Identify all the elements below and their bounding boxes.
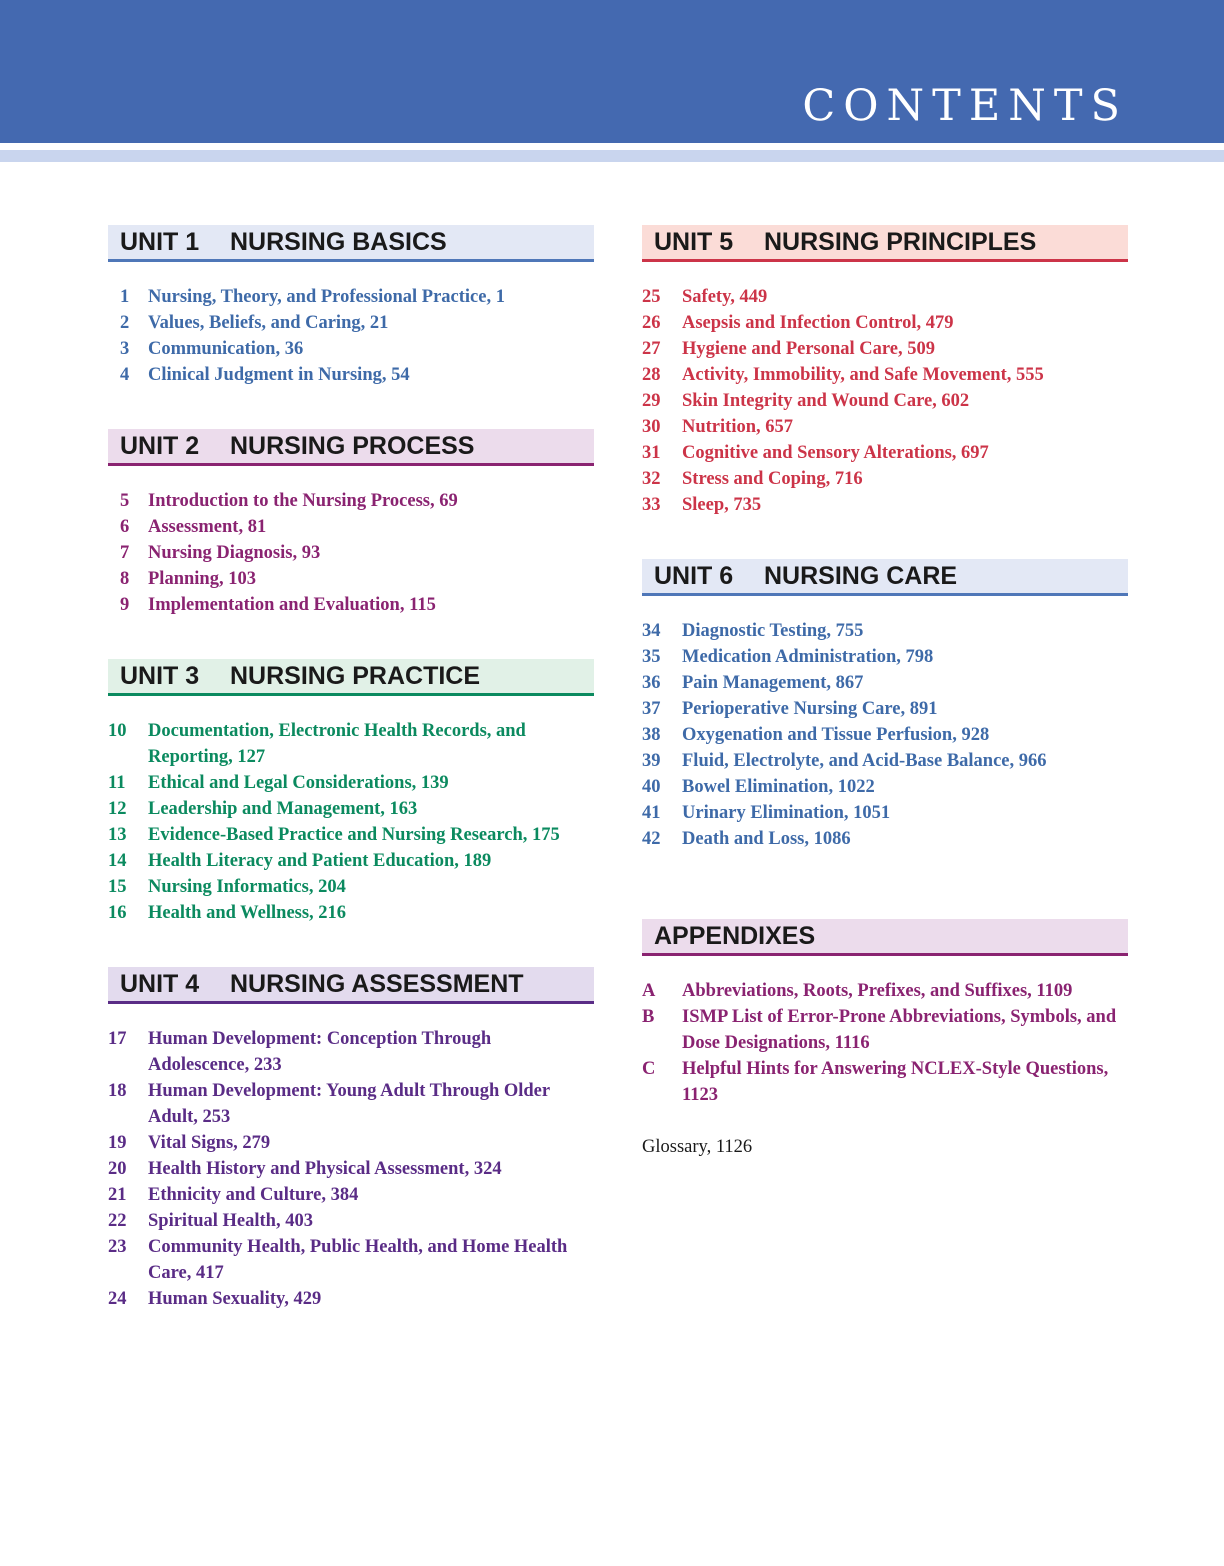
chapter-entry[interactable]	[642, 388, 1128, 414]
chapter-title: Bowel Elimination, 1022	[682, 777, 875, 797]
chapter-title: Skin Integrity and Wound Care, 602	[682, 391, 970, 411]
chapter-number: 13	[108, 825, 127, 845]
chapter-number: 7	[120, 543, 130, 563]
chapter-number: 23	[108, 1237, 127, 1257]
chapter-number: 14	[108, 851, 127, 871]
chapter-title: Health History and Physical Assessment, 324	[148, 1159, 502, 1179]
chapter-number: 17	[108, 1029, 127, 1049]
chapter-title: Stress and Coping, 716	[682, 469, 863, 489]
chapter-title: Values, Beliefs, and Caring, 21	[148, 313, 389, 333]
chapter-number: 3	[120, 339, 130, 359]
unit-5-heading	[642, 225, 1128, 262]
chapter-number: 16	[108, 903, 127, 923]
chapter-entry[interactable]	[108, 566, 594, 592]
chapter-number: 40	[642, 777, 661, 797]
chapter-entry[interactable]	[108, 874, 594, 900]
chapter-number: 41	[642, 803, 661, 823]
chapter-entry[interactable]	[108, 1234, 594, 1286]
chapter-title: Urinary Elimination, 1051	[682, 803, 891, 823]
appendix-letter: A	[642, 981, 656, 1001]
chapter-title: Activity, Immobility, and Safe Movement, 555	[682, 365, 1044, 385]
chapter-title: Evidence-Based Practice and Nursing Research, 175	[148, 825, 560, 845]
chapter-title: Planning, 103	[148, 569, 256, 589]
chapter-title: Leadership and Management, 163	[148, 799, 418, 819]
chapter-entry[interactable]	[642, 492, 1128, 518]
chapter-title: Perioperative Nursing Care, 891	[682, 699, 938, 719]
unit-4-section	[108, 967, 594, 1312]
chapter-title: Pain Management, 867	[682, 673, 864, 693]
chapter-entry[interactable]	[642, 826, 1128, 852]
chapter-number: 42	[642, 829, 661, 849]
chapter-title: Documentation, Electronic Health Records, and Reporting, 127	[148, 721, 526, 767]
chapter-entry[interactable]	[108, 310, 594, 336]
chapter-entry[interactable]	[642, 362, 1128, 388]
chapter-entry[interactable]	[108, 1208, 594, 1234]
chapter-number: 21	[108, 1185, 127, 1205]
chapter-entry[interactable]	[642, 748, 1128, 774]
chapter-entry[interactable]	[108, 1130, 594, 1156]
chapter-number: 27	[642, 339, 661, 359]
chapter-entry[interactable]	[642, 618, 1128, 644]
appendix-title: ISMP List of Error-Prone Abbreviations, Symbols, and Dose Designations, 1116	[682, 1007, 1117, 1053]
chapter-title: Medication Administration, 798	[682, 647, 934, 667]
chapter-title: Nursing Informatics, 204	[148, 877, 346, 897]
chapter-entry[interactable]	[108, 540, 594, 566]
unit-label: UNIT 5	[654, 228, 734, 256]
chapter-entry[interactable]	[108, 488, 594, 514]
unit-2-section	[108, 429, 594, 618]
chapter-number: 10	[108, 721, 127, 741]
chapter-entry[interactable]	[108, 718, 594, 770]
chapter-entry[interactable]	[108, 822, 594, 848]
chapter-number: 33	[642, 495, 661, 515]
chapter-title: Human Development: Conception Through Adolescence, 233	[148, 1029, 492, 1075]
chapter-title: Health Literacy and Patient Education, 189	[148, 851, 492, 871]
unit-1-heading	[108, 225, 594, 262]
appendixes-heading: APPENDIXES	[642, 919, 1128, 956]
unit-6-heading	[642, 559, 1128, 596]
chapter-number: 28	[642, 365, 661, 385]
chapter-title: Health and Wellness, 216	[148, 903, 347, 923]
unit-5-section	[642, 225, 1128, 518]
chapter-title: Assessment, 81	[148, 517, 267, 537]
chapter-number: 11	[108, 773, 126, 793]
chapter-title: Human Sexuality, 429	[148, 1289, 322, 1309]
glossary-entry[interactable]: Glossary, 1126	[642, 1137, 753, 1157]
chapter-title: Human Development: Young Adult Through Older Adult, 253	[148, 1081, 550, 1127]
chapter-title: Community Health, Public Health, and Home Health Care, 417	[148, 1237, 568, 1283]
chapter-entry[interactable]	[108, 796, 594, 822]
chapter-entry[interactable]	[642, 670, 1128, 696]
chapter-number: 24	[108, 1289, 127, 1309]
chapter-title: Diagnostic Testing, 755	[682, 621, 864, 641]
chapter-title: Nutrition, 657	[682, 417, 793, 437]
chapter-number: 31	[642, 443, 661, 463]
chapter-number: 5	[120, 491, 130, 511]
unit-3-heading	[108, 659, 594, 696]
chapter-number: 4	[120, 365, 130, 385]
chapter-title: Implementation and Evaluation, 115	[148, 595, 436, 615]
chapter-list	[108, 284, 594, 388]
chapter-number: 25	[642, 287, 661, 307]
chapter-entry[interactable]	[642, 310, 1128, 336]
chapter-number: 22	[108, 1211, 127, 1231]
unit-1-section	[108, 225, 594, 388]
unit-3-section	[108, 659, 594, 926]
appendix-letter: B	[642, 1007, 655, 1027]
appendix-entry[interactable]	[642, 978, 1128, 1004]
chapter-title: Asepsis and Infection Control, 479	[682, 313, 954, 333]
chapter-number: 35	[642, 647, 661, 667]
unit-label: UNIT 2	[120, 432, 200, 460]
unit-label: UNIT 3	[120, 662, 200, 690]
chapter-entry[interactable]	[108, 336, 594, 362]
chapter-entry[interactable]	[108, 1286, 594, 1312]
chapter-list	[108, 488, 594, 618]
chapter-list	[642, 284, 1128, 518]
chapter-entry[interactable]	[108, 1182, 594, 1208]
chapter-title: Oxygenation and Tissue Perfusion, 928	[682, 725, 990, 745]
chapter-entry[interactable]	[108, 592, 594, 618]
chapter-list	[108, 1026, 594, 1312]
chapter-title: Ethical and Legal Considerations, 139	[148, 773, 449, 793]
chapter-entry[interactable]	[642, 284, 1128, 310]
unit-label: UNIT 4	[120, 970, 200, 998]
chapter-title: Nursing Diagnosis, 93	[148, 543, 321, 563]
chapter-title: Nursing, Theory, and Professional Practice, 1	[148, 287, 505, 307]
chapter-entry[interactable]	[642, 644, 1128, 670]
chapter-number: 1	[120, 287, 130, 307]
chapter-entry[interactable]	[108, 1078, 594, 1130]
chapter-entry[interactable]	[642, 774, 1128, 800]
chapter-entry[interactable]	[642, 800, 1128, 826]
chapter-number: 26	[642, 313, 661, 333]
chapter-title: Clinical Judgment in Nursing, 54	[148, 365, 410, 385]
chapter-title: Introduction to the Nursing Process, 69	[148, 491, 458, 511]
chapter-number: 18	[108, 1081, 127, 1101]
toc-right-column	[642, 225, 1128, 1160]
chapter-number: 37	[642, 699, 661, 719]
chapter-entry[interactable]	[108, 848, 594, 874]
chapter-number: 30	[642, 417, 661, 437]
chapter-title: Cognitive and Sensory Alterations, 697	[682, 443, 989, 463]
chapter-number: 15	[108, 877, 127, 897]
chapter-entry[interactable]	[642, 696, 1128, 722]
chapter-title: Sleep, 735	[682, 495, 762, 515]
chapter-number: 2	[120, 313, 130, 333]
unit-4-heading	[108, 967, 594, 1004]
chapter-entry[interactable]	[642, 414, 1128, 440]
unit-label: UNIT 6	[654, 562, 734, 590]
chapter-number: 36	[642, 673, 661, 693]
chapter-title: Ethnicity and Culture, 384	[148, 1185, 359, 1205]
chapter-number: 12	[108, 799, 127, 819]
chapter-entry[interactable]	[108, 514, 594, 540]
chapter-list	[108, 718, 594, 926]
chapter-number: 8	[120, 569, 130, 589]
chapter-title: Spiritual Health, 403	[148, 1211, 313, 1231]
chapter-entry[interactable]	[108, 1026, 594, 1078]
unit-name: NURSING PRINCIPLES	[764, 228, 1037, 256]
chapter-entry[interactable]	[642, 722, 1128, 748]
chapter-number: 20	[108, 1159, 127, 1179]
unit-2-heading	[108, 429, 594, 466]
chapter-title: Communication, 36	[148, 339, 304, 359]
appendix-letter: C	[642, 1059, 656, 1079]
chapter-list	[642, 618, 1128, 852]
chapter-title: Death and Loss, 1086	[682, 829, 851, 849]
unit-name: NURSING ASSESSMENT	[230, 970, 524, 998]
appendix-entry[interactable]	[642, 1004, 1128, 1056]
chapter-number: 6	[120, 517, 130, 537]
chapter-number: 39	[642, 751, 661, 771]
chapter-entry[interactable]	[642, 336, 1128, 362]
chapter-entry[interactable]	[108, 770, 594, 796]
unit-name: NURSING PRACTICE	[230, 662, 481, 690]
chapter-title: Safety, 449	[682, 287, 768, 307]
chapter-entry[interactable]	[108, 900, 594, 926]
chapter-number: 32	[642, 469, 661, 489]
chapter-entry[interactable]	[108, 362, 594, 388]
appendix-title: Abbreviations, Roots, Prefixes, and Suffixes, 1109	[682, 981, 1073, 1001]
unit-name: NURSING PROCESS	[230, 432, 475, 460]
appendixes-section	[642, 919, 1128, 1108]
unit-label: UNIT 1	[120, 228, 200, 256]
header-stripe	[0, 150, 1224, 162]
unit-6-section	[642, 559, 1128, 852]
chapter-entry[interactable]	[108, 1156, 594, 1182]
chapter-title: Hygiene and Personal Care, 509	[682, 339, 935, 359]
chapter-entry[interactable]	[642, 466, 1128, 492]
appendix-title: Helpful Hints for Answering NCLEX-Style Questions, 1123	[682, 1059, 1109, 1105]
chapter-number: 29	[642, 391, 661, 411]
appendix-entry[interactable]	[642, 1056, 1128, 1108]
unit-name: NURSING CARE	[764, 562, 958, 590]
chapter-number: 38	[642, 725, 661, 745]
chapter-title: Vital Signs, 279	[148, 1133, 271, 1153]
chapter-entry[interactable]	[108, 284, 594, 310]
page-title: CONTENTS	[802, 81, 1128, 131]
chapter-entry[interactable]	[642, 440, 1128, 466]
toc-left-column	[108, 225, 594, 1312]
chapter-number: 19	[108, 1133, 127, 1153]
chapter-number: 34	[642, 621, 661, 641]
unit-name: NURSING BASICS	[230, 228, 447, 256]
chapter-number: 9	[120, 595, 130, 615]
chapter-title: Fluid, Electrolyte, and Acid-Base Balance, 966	[682, 751, 1047, 771]
appendix-list	[642, 978, 1128, 1108]
